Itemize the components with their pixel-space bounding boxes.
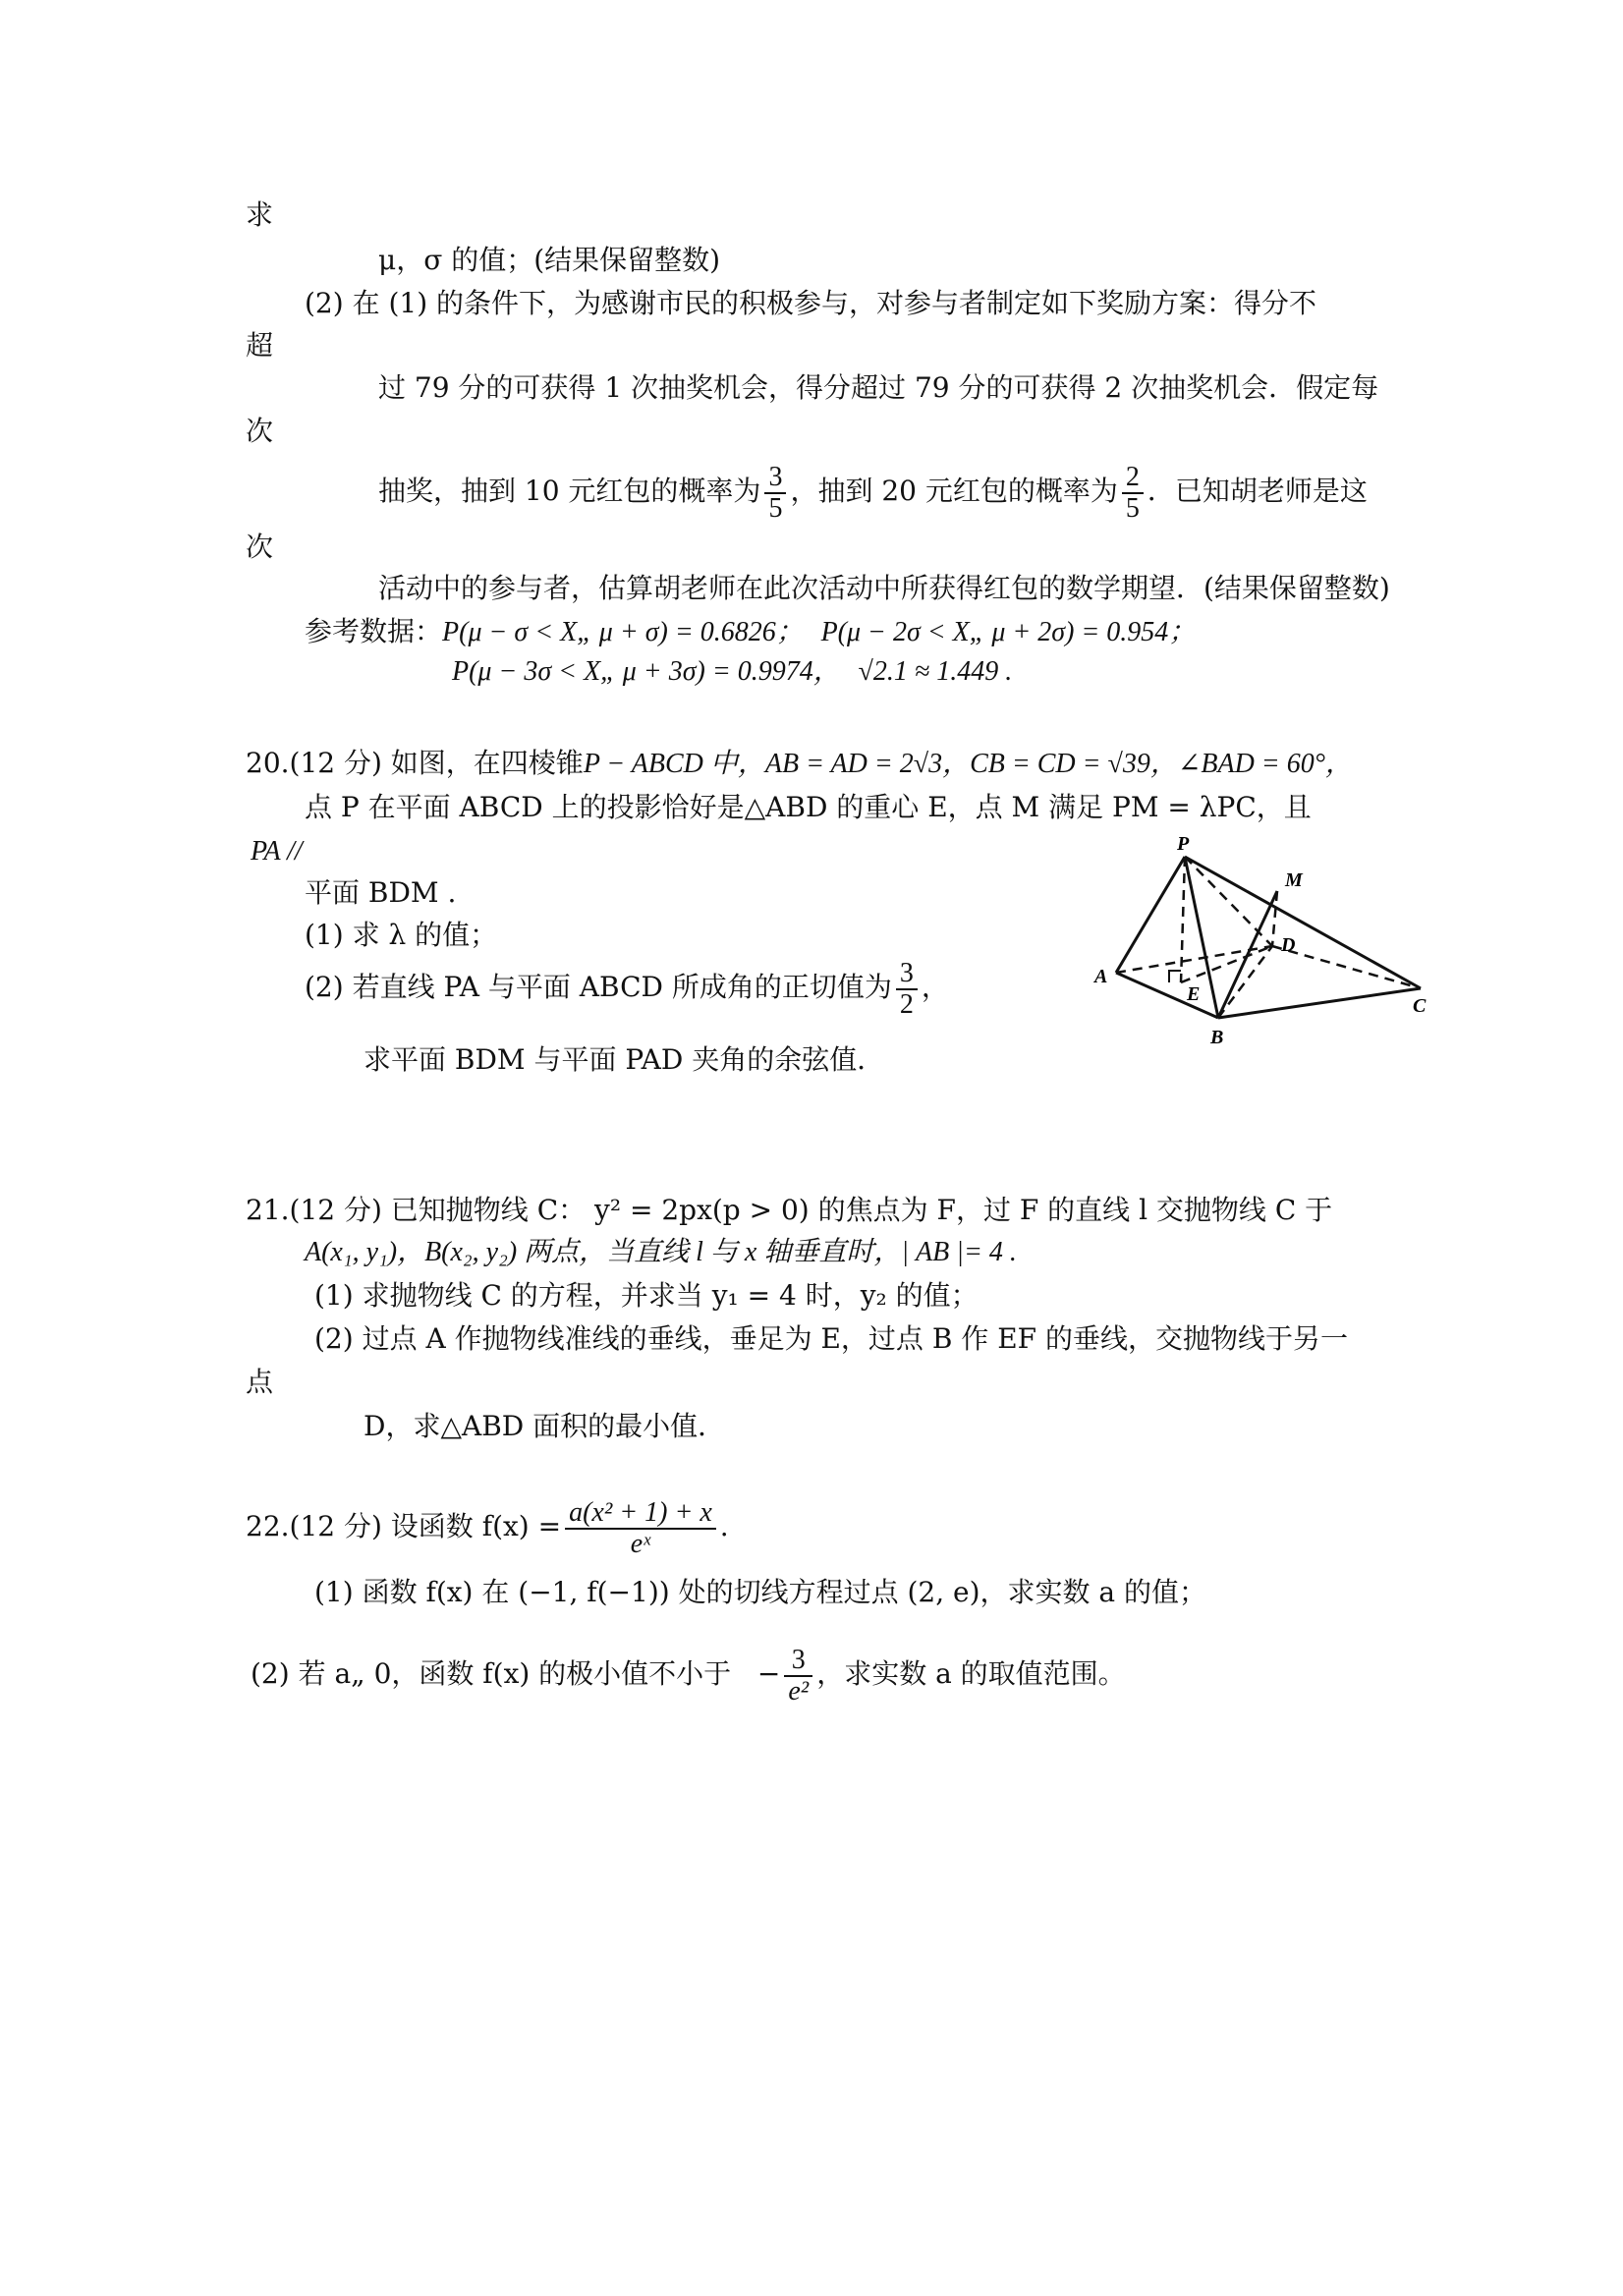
pyramid-figure <box>1091 835 1444 1051</box>
edge-ad <box>1116 946 1272 973</box>
q20-sub-2-comma: ， <box>921 971 949 1003</box>
q22-sub-2-text: (2) 若 a„ 0，函数 f(x) 的极小值不小于 <box>251 1657 732 1690</box>
label-b: B <box>1210 1027 1224 1048</box>
q20-head: 20.(12 分) 如图，在四棱锥 <box>246 747 584 779</box>
q21-line-2: A(x₁, y₁)，B(x₂, y₂) 两点，当直线 l 与 x 轴垂直时，| AB |= 4 . <box>305 1237 1017 1267</box>
frac-den: 5 <box>768 492 783 524</box>
q22-sub-2-end: ，求实数 a 的取值范围。 <box>816 1657 1126 1690</box>
q19-qiu: 求 <box>246 198 274 231</box>
frac-den: 5 <box>1125 492 1140 524</box>
right-angle-mark <box>1169 971 1181 982</box>
ref-formula-3: P(μ − 3σ < X„ μ + 3σ) = 0.9974， <box>452 656 841 687</box>
fraction-3-2 <box>896 959 918 1020</box>
q19-ci-1: 次 <box>246 415 274 447</box>
q21-sub-1: (1) 求抛物线 C 的方程，并求当 y₁ = 4 时，y₂ 的值； <box>314 1279 979 1312</box>
q20-sub-2-cont: 求平面 BDM 与平面 PAD 夹角的余弦值． <box>364 1043 885 1076</box>
frac-num: 2 <box>1122 463 1144 494</box>
fraction-3-e2 <box>784 1646 812 1707</box>
ref-formula-4: √2.1 ≈ 1.449 . <box>858 656 1013 687</box>
frac-num: a(x² + 1) + x <box>565 1498 716 1530</box>
label-e: E <box>1187 983 1201 1005</box>
q22-sub-1: (1) 函数 f(x) 在 (−1, f(−1)) 处的切线方程过点 (2, e)，求实数 a 的值； <box>314 1576 1207 1608</box>
frac-den: eˣ <box>630 1528 651 1559</box>
q22-head: 22.(12 分) 设函数 f(x) = <box>246 1510 562 1542</box>
edge-ab <box>1116 973 1218 1018</box>
minus-sign: − <box>756 1657 781 1690</box>
q19-part2-line-c <box>378 462 1368 524</box>
q21-sub-2-cont: D，求△ABD 面积的最小值． <box>364 1410 726 1442</box>
q20-line-2: 点 P 在平面 ABCD 上的投影恰好是△ABD 的重心 E，点 M 满足 PM = λPC，且 <box>305 791 1312 823</box>
q19-ref-line-2 <box>452 654 1012 689</box>
frac-num: 3 <box>784 1646 812 1677</box>
ref-formula-1: P(μ − σ < X„ μ + σ) = 0.6826； <box>442 617 804 647</box>
q20-sub-2-text: (2) 若直线 PA 与平面 ABCD 所成角的正切值为 <box>305 971 892 1003</box>
edge-bm <box>1218 891 1277 1018</box>
q21-dian: 点 <box>246 1366 274 1398</box>
ref-formula-2: P(μ − 2σ < X„ μ + 2σ) = 0.954； <box>820 617 1197 647</box>
q20-condition: P − ABCD 中，AB = AD = 2√3，CB = CD = √39，∠BAD = 60°， <box>583 749 1353 779</box>
q19-chao: 超 <box>246 329 274 362</box>
q22-dot: . <box>719 1510 729 1542</box>
ref-label: 参考数据： <box>305 615 443 647</box>
q21-line-1: 21.(12 分) 已知抛物线 C： y² = 2px(p > 0) 的焦点为 F，过 F 的直线 l 交抛物线 C 于 <box>246 1194 1333 1226</box>
edge-pc <box>1185 857 1421 988</box>
q19-ref-line-1 <box>305 615 1196 649</box>
q19-mu-sigma: μ，σ 的值；(结果保留整数) <box>378 244 721 276</box>
frac-den: 2 <box>899 988 914 1020</box>
edge-pa <box>1116 857 1185 973</box>
frac-den: e² <box>788 1675 810 1707</box>
q19-line-c-part3: ．已知胡老师是这 <box>1147 475 1368 507</box>
q22-line-1 <box>246 1491 729 1562</box>
fraction-3-5 <box>764 463 786 524</box>
label-d: D <box>1281 934 1296 956</box>
q21-sub-2: (2) 过点 A 作抛物线准线的垂线，垂足为 E，过点 B 作 EF 的垂线，交抛物线于另一 <box>314 1322 1348 1355</box>
q20-line-1 <box>246 747 1353 781</box>
edge-bc <box>1218 988 1421 1018</box>
q20-sub-2 <box>305 958 949 1020</box>
label-c: C <box>1413 995 1427 1017</box>
q20-plane-bdm: 平面 BDM . <box>305 876 457 909</box>
q19-part2-line-d: 活动中的参与者，估算胡老师在此次活动中所获得红包的数学期望．(结果保留整数) <box>378 572 1390 604</box>
q20-sub-1: (1) 求 λ 的值； <box>305 919 498 951</box>
q22-sub-2 <box>251 1637 1126 1711</box>
label-m: M <box>1285 869 1303 891</box>
q20-pa-parallel: PA // <box>251 836 303 867</box>
q19-part2-line-a: (2) 在 (1) 的条件下，为感谢市民的积极参与，对参与者制定如下奖励方案：得分不 <box>305 287 1317 319</box>
frac-num: 3 <box>896 959 918 990</box>
function-fraction <box>565 1498 716 1559</box>
q19-ci-2: 次 <box>246 531 274 563</box>
label-p: P <box>1177 835 1190 855</box>
q19-part2-line-b: 过 79 分的可获得 1 次抽奖机会，得分超过 79 分的可获得 2 次抽奖机会．假定每 <box>378 371 1379 404</box>
label-a: A <box>1094 966 1108 987</box>
fraction-2-5 <box>1122 463 1144 524</box>
frac-num: 3 <box>764 463 786 494</box>
q19-line-c-part2: ，抽到 20 元红包的概率为 <box>790 475 1118 507</box>
edge-pd <box>1185 857 1272 946</box>
height-pe <box>1181 857 1185 982</box>
q19-line-c-part1: 抽奖，抽到 10 元红包的概率为 <box>378 475 761 507</box>
